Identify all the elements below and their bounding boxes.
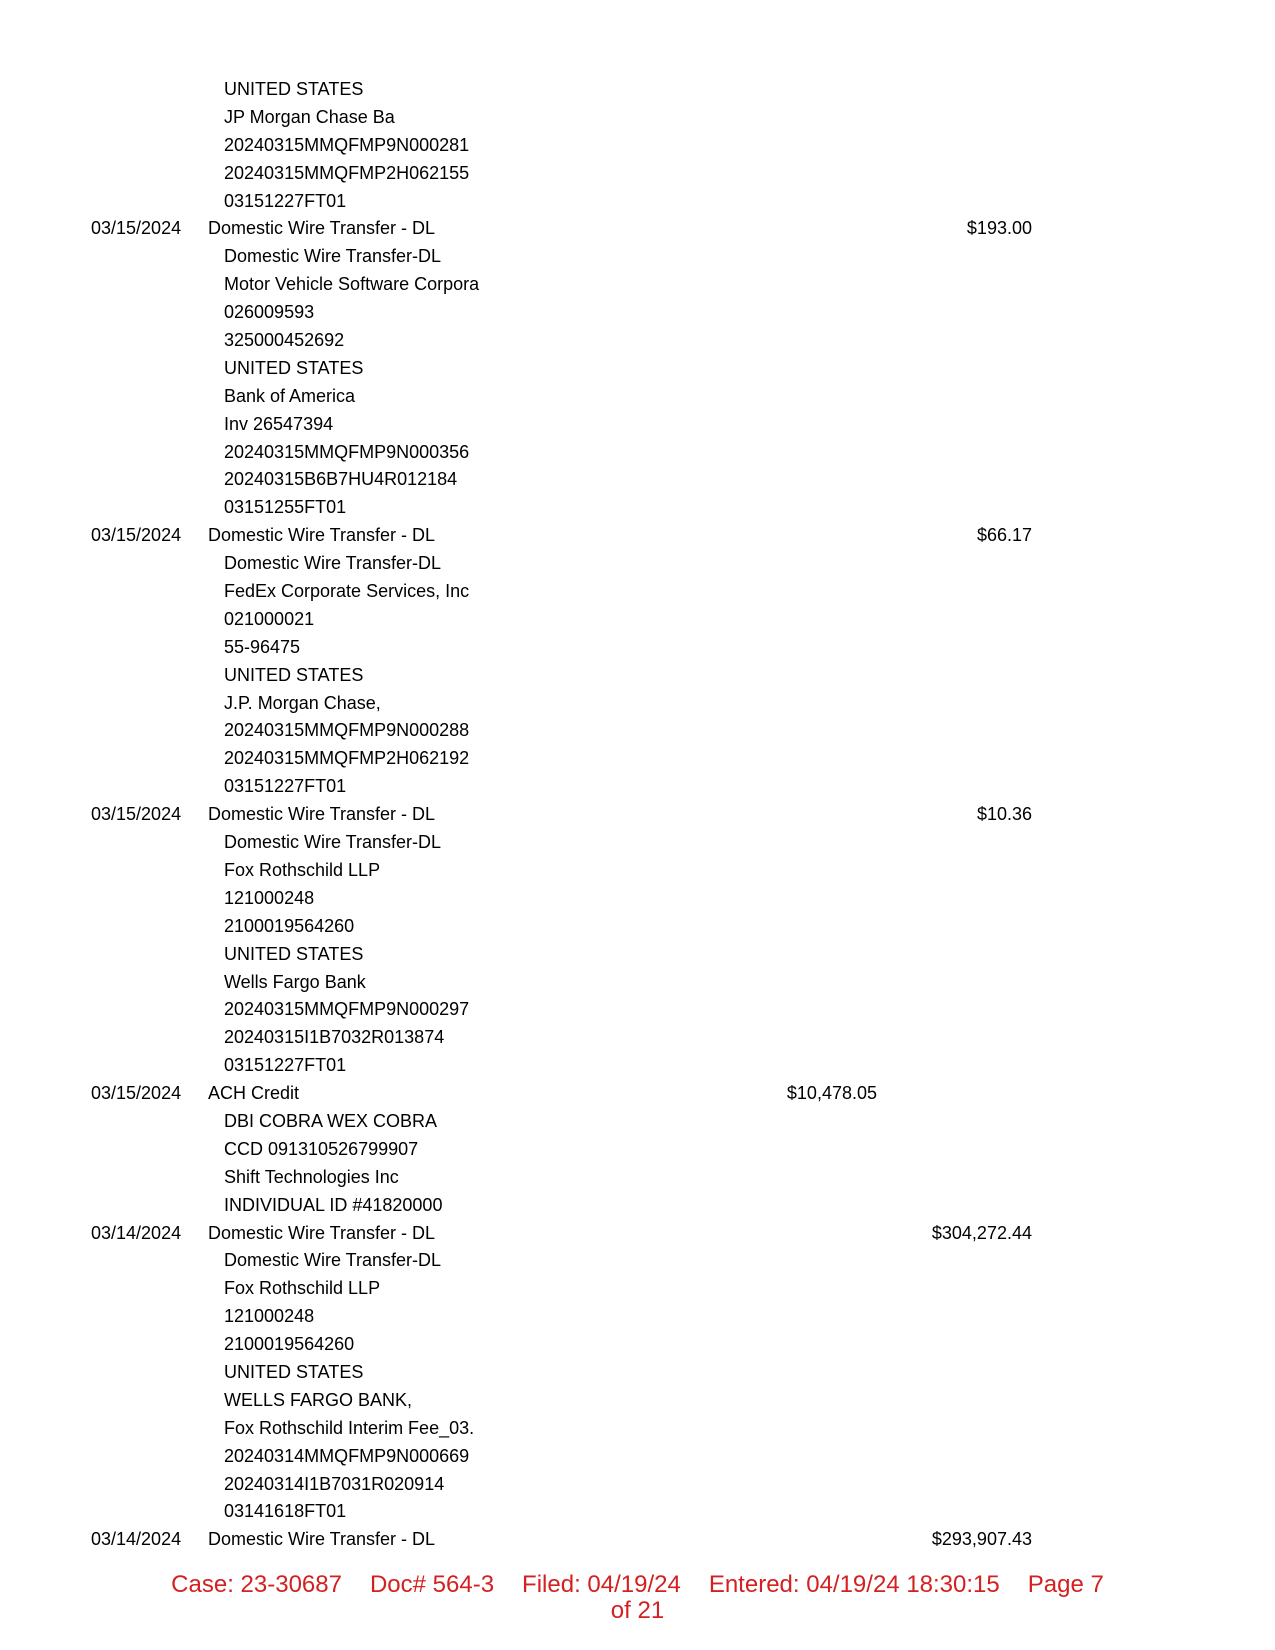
- continuation-detail-line: [0, 160, 1275, 188]
- detail-text: 2100019564260: [224, 915, 355, 936]
- transaction-detail-line: [0, 578, 1275, 606]
- filed-date: Filed: 04/19/24: [522, 1571, 681, 1598]
- detail-text: 03151227FT01: [224, 776, 347, 797]
- transaction-detail-line: [0, 690, 1275, 718]
- continuation-detail-line: [0, 76, 1275, 104]
- detail-text: 20240315MMQFMP9N000281: [224, 134, 470, 155]
- transaction-ledger: [0, 76, 1275, 1554]
- detail-text: 325000452692: [224, 330, 345, 351]
- detail-text: Bank of America: [224, 385, 356, 406]
- detail-text: DBI COBRA WEX COBRA: [224, 1110, 438, 1131]
- detail-text: UNITED STATES: [224, 943, 364, 964]
- transaction-detail-line: [0, 1471, 1275, 1499]
- transaction-detail-line: [0, 466, 1275, 494]
- continuation-detail-line: [0, 188, 1275, 216]
- detail-text: 021000021: [224, 608, 315, 629]
- detail-text: UNITED STATES: [224, 1361, 364, 1382]
- transaction-date: 03/15/2024: [91, 525, 182, 546]
- transaction-detail-line: [0, 1331, 1275, 1359]
- transaction-detail-line: [0, 1275, 1275, 1303]
- transaction-row: [0, 1526, 1275, 1554]
- detail-text: J.P. Morgan Chase,: [224, 692, 381, 713]
- transaction-description: ACH Credit: [208, 1083, 300, 1104]
- detail-text: UNITED STATES: [224, 664, 364, 685]
- detail-text: UNITED STATES: [224, 79, 364, 99]
- transaction-detail-line: [0, 1136, 1275, 1164]
- transaction-detail-line: [0, 829, 1275, 857]
- transaction-detail-line: [0, 411, 1275, 439]
- detail-text: Wells Fargo Bank: [224, 971, 366, 992]
- continuation-detail-line: [0, 132, 1275, 160]
- transaction-date: 03/15/2024: [91, 218, 182, 239]
- detail-text: Fox Rothschild LLP: [224, 859, 381, 880]
- transaction-detail-line: [0, 383, 1275, 411]
- transaction-row: [0, 1220, 1275, 1248]
- transaction-detail-line: [0, 773, 1275, 801]
- transaction-row: [0, 1080, 1275, 1108]
- detail-text: 03151227FT01: [224, 1055, 347, 1076]
- detail-text: Domestic Wire Transfer-DL: [224, 246, 442, 267]
- debit-amount: $66.17: [976, 525, 1032, 546]
- transaction-detail-line: [0, 1024, 1275, 1052]
- entered-date: Entered: 04/19/24 18:30:15: [708, 1571, 1000, 1598]
- transaction-detail-line: [0, 1192, 1275, 1220]
- transaction-detail-line: [0, 243, 1275, 271]
- detail-text: Motor Vehicle Software Corpora: [224, 274, 480, 295]
- debit-amount: $293,907.43: [931, 1529, 1032, 1550]
- document-number: Doc# 564-3: [369, 1571, 495, 1598]
- transaction-detail-line: [0, 1443, 1275, 1471]
- detail-text: 20240315B6B7HU4R012184: [224, 469, 458, 490]
- stamp-line-2: [0, 1598, 1275, 1624]
- detail-text: 20240315MMQFMP9N000297: [224, 999, 470, 1020]
- detail-text: FedEx Corporate Services, Inc: [224, 581, 470, 602]
- transaction-date: 03/15/2024: [91, 1083, 182, 1104]
- debit-amount: $193.00: [966, 218, 1032, 239]
- transaction-detail-line: [0, 550, 1275, 578]
- transaction-row: [0, 215, 1275, 243]
- transaction-detail-line: [0, 745, 1275, 773]
- case-number: Case: 23-30687: [171, 1571, 342, 1598]
- detail-text: 20240315MMQFMP2H062155: [224, 162, 470, 183]
- transaction-detail-line: [0, 1303, 1275, 1331]
- transaction-date: 03/14/2024: [91, 1222, 182, 1243]
- transaction-detail-line: [0, 1359, 1275, 1387]
- detail-text: Shift Technologies Inc: [224, 1166, 399, 1187]
- detail-text: UNITED STATES: [224, 357, 364, 378]
- continuation-detail-line: [0, 104, 1275, 132]
- debit-amount: $304,272.44: [931, 1222, 1032, 1243]
- detail-text: CCD 091310526799907: [224, 1138, 419, 1159]
- page-total: of 21: [610, 1597, 665, 1624]
- transaction-description: Domestic Wire Transfer - DL: [208, 525, 436, 546]
- detail-text: 55-96475: [224, 636, 301, 657]
- transaction-detail-line: [0, 1052, 1275, 1080]
- detail-text: Inv 26547394: [224, 413, 334, 434]
- page-number: Page 7: [1027, 1571, 1104, 1598]
- transaction-detail-line: [0, 885, 1275, 913]
- detail-text: WELLS FARGO BANK,: [224, 1389, 413, 1410]
- transaction-detail-line: [0, 439, 1275, 467]
- transaction-detail-line: [0, 1387, 1275, 1415]
- detail-text: 20240315MMQFMP2H062192: [224, 748, 470, 769]
- transaction-detail-line: [0, 327, 1275, 355]
- detail-text: 03141618FT01: [224, 1501, 347, 1522]
- detail-text: Fox Rothschild LLP: [224, 1278, 381, 1299]
- detail-text: 20240315MMQFMP9N000288: [224, 720, 470, 741]
- detail-text: 20240314MMQFMP9N000669: [224, 1445, 470, 1466]
- transaction-detail-line: [0, 1415, 1275, 1443]
- detail-text: Domestic Wire Transfer-DL: [224, 832, 442, 853]
- detail-text: 121000248: [224, 887, 315, 908]
- court-filing-stamp: [0, 1572, 1275, 1624]
- detail-text: INDIVIDUAL ID #41820000: [224, 1194, 443, 1215]
- transaction-detail-line: [0, 1247, 1275, 1275]
- transaction-detail-line: [0, 913, 1275, 941]
- transaction-detail-line: [0, 299, 1275, 327]
- transaction-detail-line: [0, 355, 1275, 383]
- detail-text: Domestic Wire Transfer-DL: [224, 553, 442, 574]
- debit-amount: $10.36: [976, 804, 1032, 825]
- transaction-date: 03/14/2024: [91, 1529, 182, 1550]
- detail-text: Fox Rothschild Interim Fee_03.: [224, 1417, 475, 1438]
- detail-text: 20240315MMQFMP9N000356: [224, 441, 470, 462]
- detail-text: 026009593: [224, 302, 315, 323]
- detail-text: 03151255FT01: [224, 497, 347, 518]
- transaction-detail-line: [0, 494, 1275, 522]
- transaction-detail-line: [0, 1164, 1275, 1192]
- transaction-date: 03/15/2024: [91, 804, 182, 825]
- detail-text: 20240315I1B7032R013874: [224, 1027, 445, 1048]
- transaction-detail-line: [0, 1108, 1275, 1136]
- transaction-detail-line: [0, 634, 1275, 662]
- transaction-detail-line: [0, 1498, 1275, 1526]
- detail-text: 121000248: [224, 1306, 315, 1327]
- transaction-detail-line: [0, 271, 1275, 299]
- transaction-detail-line: [0, 857, 1275, 885]
- detail-text: Domestic Wire Transfer-DL: [224, 1250, 442, 1271]
- transaction-detail-line: [0, 606, 1275, 634]
- stamp-line-1: [0, 1572, 1275, 1598]
- detail-text: 03151227FT01: [224, 190, 347, 211]
- credit-amount: $10,478.05: [786, 1083, 877, 1104]
- transaction-description: Domestic Wire Transfer - DL: [208, 1222, 436, 1243]
- detail-text: 2100019564260: [224, 1334, 355, 1355]
- transaction-detail-line: [0, 996, 1275, 1024]
- transaction-description: Domestic Wire Transfer - DL: [208, 804, 436, 825]
- transaction-detail-line: [0, 941, 1275, 969]
- transaction-row: [0, 522, 1275, 550]
- detail-text: JP Morgan Chase Ba: [224, 106, 395, 127]
- transaction-description: Domestic Wire Transfer - DL: [208, 218, 436, 239]
- transaction-detail-line: [0, 662, 1275, 690]
- transaction-detail-line: [0, 717, 1275, 745]
- transaction-detail-line: [0, 969, 1275, 997]
- transaction-description: Domestic Wire Transfer - DL: [208, 1529, 436, 1550]
- transaction-row: [0, 801, 1275, 829]
- detail-text: 20240314I1B7031R020914: [224, 1473, 445, 1494]
